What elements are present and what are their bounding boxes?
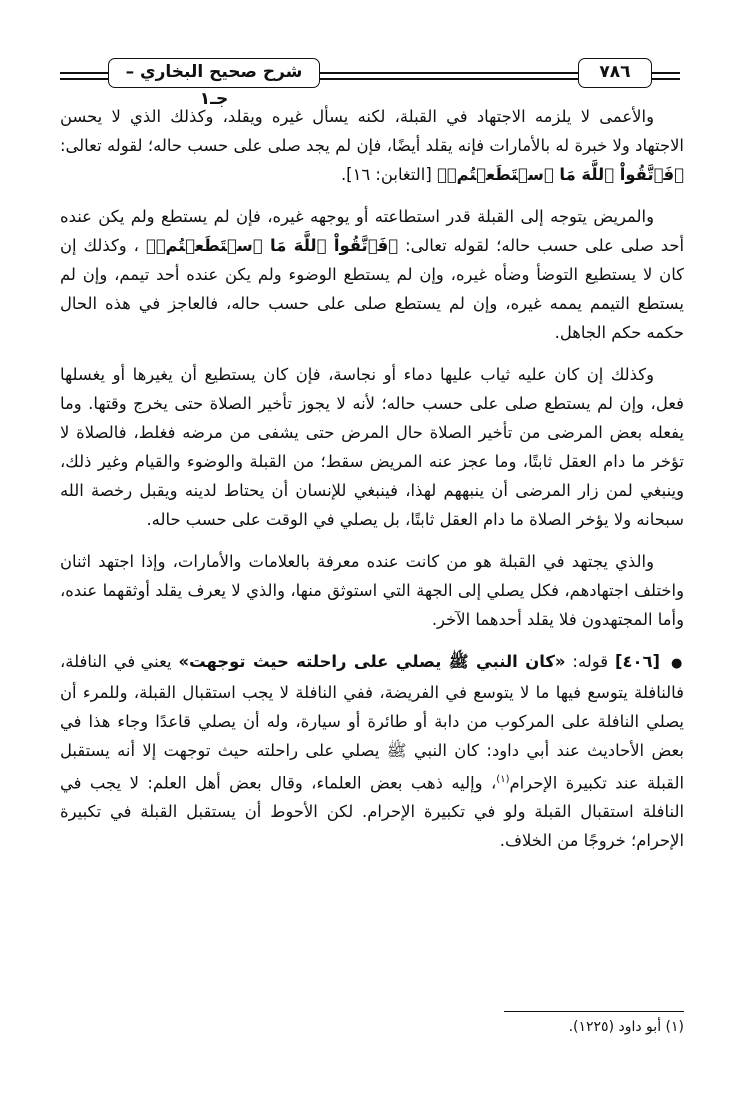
- header-rule-left-top: [60, 72, 108, 74]
- book-title: شرح صحيح البخاري – جـ١: [108, 58, 320, 88]
- hadith-intro: قوله:: [572, 652, 609, 671]
- paragraph-2: [60, 202, 684, 347]
- hadith-text-continued: ، وإليه ذهب بعض العلماء، وقال بعض أهل العلم: لا يجب في النافلة استقبال القبلة ولو في تكبيرة الإحرام. لكن الأحوط أن يستقبل القبلة في تكبيرة الإحرام؛ خروجًا من الخلاف.: [60, 773, 684, 851]
- page-number: ٧٨٦: [578, 58, 652, 88]
- header-rule-right-top: [652, 72, 680, 74]
- page-body: [60, 102, 684, 868]
- quran-verse: ﴿فَٱتَّقُواْ ٱللَّهَ مَا ٱسۡتَطَعۡتُمۡ﴾: [145, 236, 399, 255]
- hadith-commentary: [60, 647, 684, 855]
- footnote-separator: [504, 1011, 684, 1012]
- header-rule-middle-bottom: [320, 78, 578, 80]
- footnote-marker: (١): [496, 774, 510, 785]
- hadith-quote: «كان النبي ﷺ يصلي على راحلته حيث توجهت»: [178, 652, 566, 671]
- page-header: [60, 56, 680, 109]
- paragraph-2-text: والمريض يتوجه إلى القبلة قدر استطاعته أو يوجهه غيره، فإن لم يستطع ولم يكن عنده أحد صلى على حسب حاله؛ لقوله تعالى:: [60, 207, 685, 255]
- verse-reference: [التغابن: ١٦].: [340, 165, 432, 184]
- quran-verse: ﴿فَٱتَّقُواْ ٱللَّهَ مَا ٱسۡتَطَعۡتُمۡ﴾: [436, 165, 684, 184]
- paragraph-4: والذي يجتهد في القبلة هو من كانت عنده معرفة بالعلامات والأمارات، وإذا اجتهد اثنان واختلف اجتهادهم، فكل يصلي إلى الجهة التي استوثق منها، والذي لا يعرف يقلد أوثقهما عنده، وأما المجتهدون فلا يقلد أحدهما الآخر.: [60, 552, 684, 629]
- paragraph-1: [60, 102, 684, 189]
- hadith-text: يعني في النافلة، فالنافلة يتوسع فيها ما لا يتوسع في الفريضة، ففي النافلة لا يجب استقبال القبلة، وللمرء أن يصلي النافلة على المركوب من دابة أو طائرة أو سيارة، وله أن يصلي قاعدًا وجاء هذا في بعض الأحاديث عند أبي داود: كان النبي ﷺ يصلي على راحلته حيث توجهت إلا أنه يستقبل القبلة عند تكبيرة الإحرام: [60, 652, 684, 793]
- hadith-number: [٤٠٦]: [614, 652, 660, 671]
- header-rule-left-bottom: [60, 78, 108, 80]
- bullet-icon: ●: [670, 656, 685, 671]
- paragraph-2-rest: ، وكذلك إن كان لا يستطيع التوضأ وضأه غيره، وإن لم يستطع الوضوء ولم يكن عنده أحد تيمم، وإن لم يستطع التيمم يممه غيره، وإن لم يستطع صلى على حسب حاله، فالعاجز في هذه الحال حكمه حكم الجاهل.: [60, 236, 684, 342]
- header-rule-middle-top: [320, 72, 578, 74]
- paragraph-1-text: والأعمى لا يلزمه الاجتهاد في القبلة، لكنه يسأل غيره ويقلد، وكذلك الذي لا يحسن الاجتهاد ولا خبرة له بالأمارات فإنه يقلد أيضًا، فإن لم يجد صلى على حسب حاله؛ لقوله تعالى:: [60, 107, 684, 155]
- paragraph-3: وكذلك إن كان عليه ثياب عليها دماء أو نجاسة، فإن كان يستطيع أن يغيرها أو يغسلها فعل، وإن لم يستطع صلى على حسب حاله؛ لأنه لا يجوز تأخير الصلاة حتى يخرج وقتها. وما يفعله بعض المرضى من تأخير الصلاة حال المرض حتى يشفى من مرضه فغلط، فالصلاة لا تؤخر ما دام العقل ثابتًا، وما عجز عنه المريض سقط؛ من القبلة والوضوء والقيام وغير ذلك، وينبغي لمن زار المرضى أن ينبههم لهذا، فينبغي للإنسان أن يحتاط لدينه ويقبل رخصة الله سبحانه ولا يؤخر الصلاة ما دام العقل ثابتًا، بل يصلي في الوقت على حسب حاله.: [60, 365, 684, 529]
- footnote: (١) أبو داود (١٢٢٥).: [568, 1019, 684, 1035]
- header-rule-right-bottom: [652, 78, 680, 80]
